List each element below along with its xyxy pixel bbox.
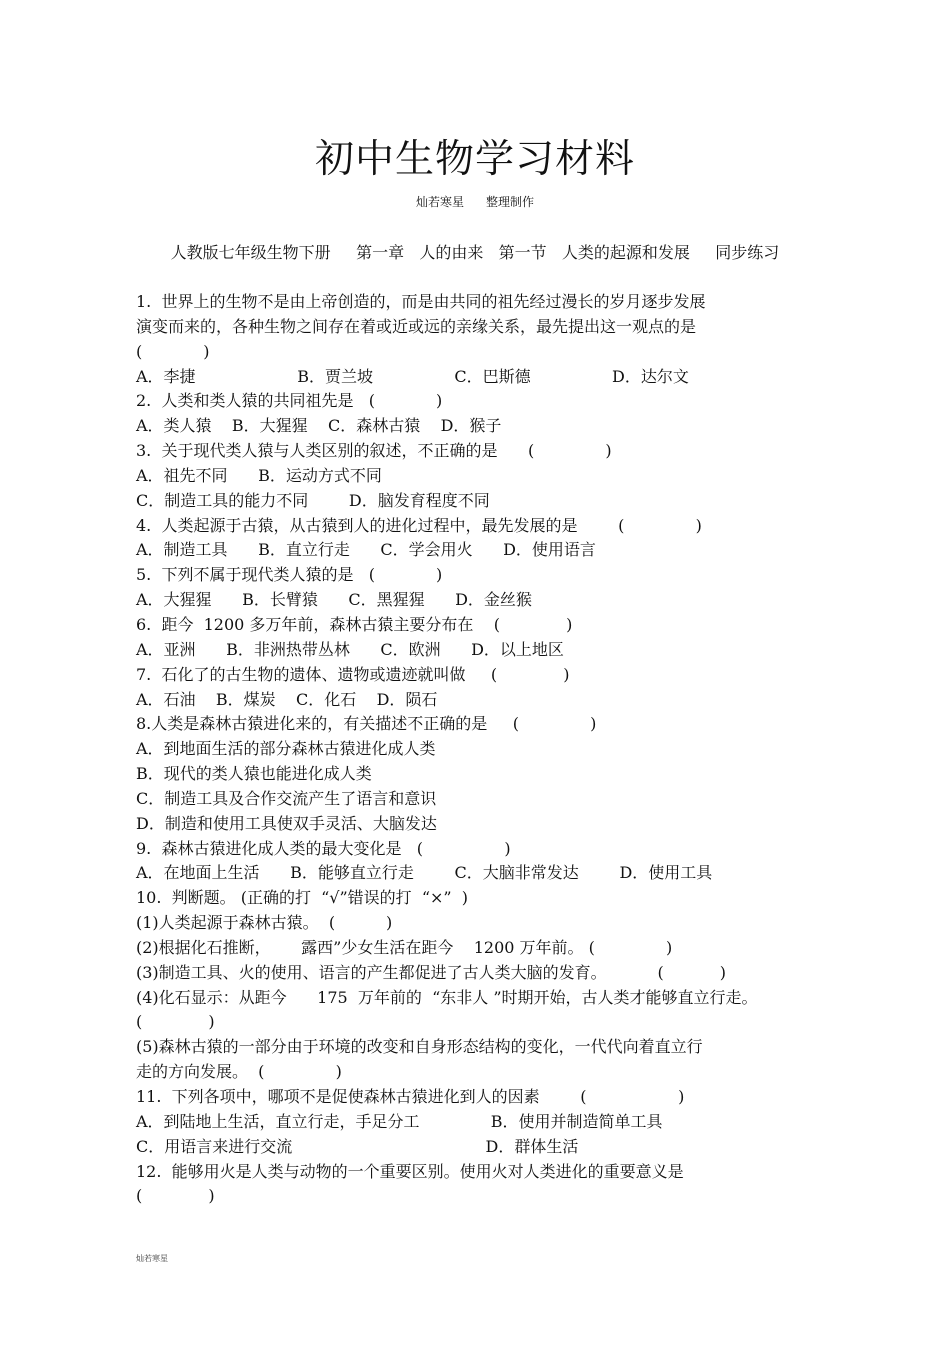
- text-line: 走的方向发展。 ( ): [136, 1062, 342, 1082]
- text-line: A．制造工具 B．直立行走 C．学会用火 D．使用语言: [136, 540, 596, 560]
- page-title: 初中生物学习材料: [314, 137, 635, 182]
- text-line: 8.人类是森林古猿进化来的，有关描述不正确的是 ( ): [136, 714, 597, 734]
- question-body: [136, 290, 836, 1209]
- text-line: 7. 石化了的古生物的遗体、遗物或遗迹就叫做 ( ): [136, 664, 570, 684]
- text-line: C．制造工具的能力不同 D．脑发育程度不同: [136, 490, 490, 510]
- subtitle: [0, 193, 950, 211]
- text-line: C．制造工具及合作交流产生了语言和意识: [136, 788, 437, 808]
- text-line: A．亚洲 B．非洲热带丛林 C．欧洲 D．以上地区: [136, 639, 564, 659]
- text-line: 演变而来的，各种生物之间存在着或近或远的亲缘关系，最先提出这一观点的是: [136, 316, 697, 336]
- text-line: A．祖先不同 B．运动方式不同: [136, 465, 382, 485]
- author-label: 灿若寒星: [415, 195, 464, 209]
- text-line: ( ): [136, 1186, 215, 1206]
- text-line: B．现代的类人猿也能进化成人类: [136, 764, 372, 784]
- text-line: 4. 人类起源于古猿，从古猿到人的进化过程中，最先发展的是 ( ): [136, 515, 702, 535]
- text-line: (3)制造工具、火的使用、语言的产生都促进了古人类大脑的发育。 ( ): [136, 962, 726, 982]
- footer-label: 灿若寒星: [136, 1254, 168, 1263]
- text-line: (4)化石显示：从距今 175 万年前的 “东非人 ”时期开始，古人类才能够直立行走。: [136, 987, 758, 1007]
- text-line: 10. 判断题。 (正确的打 “√”错误的打 “×” ): [136, 888, 469, 908]
- text-line: (1)人类起源于森林古猿。 ( ): [136, 913, 393, 933]
- text-line: 6. 距今 1200 多万年前，森林古猿主要分布在 ( ): [136, 614, 573, 634]
- text-line: 12. 能够用火是人类与动物的一个重要区别。使用火对人类进化的重要意义是: [136, 1161, 684, 1181]
- text-line: 5. 下列不属于现代类人猿的是 ( ): [136, 565, 443, 585]
- text-line: 2. 人类和类人猿的共同祖先是 ( ): [136, 391, 443, 411]
- text-line: C．用语言来进行交流 D．群体生活: [136, 1136, 579, 1156]
- text-line: ( ): [136, 341, 210, 361]
- text-line: 1. 世界上的生物不是由上帝创造的，而是由共同的祖先经过漫长的岁月逐步发展: [136, 292, 706, 311]
- chapter-heading: 人教版七年级生物下册 第一章 人的由来 第一节 人类的起源和发展 同步练习: [170, 243, 780, 262]
- text-line: A．石油 B．煤炭 C．化石 D．陨石: [136, 689, 438, 709]
- text-line: A．李捷 B．贾兰坡 C．巴斯德 D．达尔文: [136, 366, 689, 386]
- text-line: A．大猩猩 B．长臂猿 C．黑猩猩 D．金丝猴: [136, 590, 532, 610]
- text-line: A．在地面上生活 B．能够直立行走 C．大脑非常发达 D．使用工具: [136, 863, 713, 883]
- text-line: 11. 下列各项中，哪项不是促使森林古猿进化到人的因素 ( ): [136, 1087, 685, 1106]
- text-line: D．制造和使用工具使双手灵活、大脑发达: [136, 813, 437, 833]
- edit-label: 整理制作: [486, 195, 535, 209]
- text-line: 3. 关于现代类人猿与人类区别的叙述，不正确的是 ( ): [136, 441, 612, 461]
- text-line: A．类人猿 B．大猩猩 C．森林古猿 D．猴子: [136, 416, 502, 436]
- text-line: (5)森林古猿的一部分由于环境的改变和自身形态结构的变化，一代代向着直立行: [136, 1037, 703, 1057]
- text-line: (2)根据化石推断， 露西”少女生活在距今 1200 万年前。 ( ): [136, 937, 673, 957]
- text-line: A．到陆地上生活，直立行走，手足分工 B．使用并制造简单工具: [136, 1111, 663, 1131]
- text-line: A．到地面生活的部分森林古猿进化成人类: [136, 739, 436, 759]
- text-line: 9. 森林古猿进化成人类的最大变化是 ( ): [136, 838, 511, 858]
- text-line: ( ): [136, 1012, 215, 1032]
